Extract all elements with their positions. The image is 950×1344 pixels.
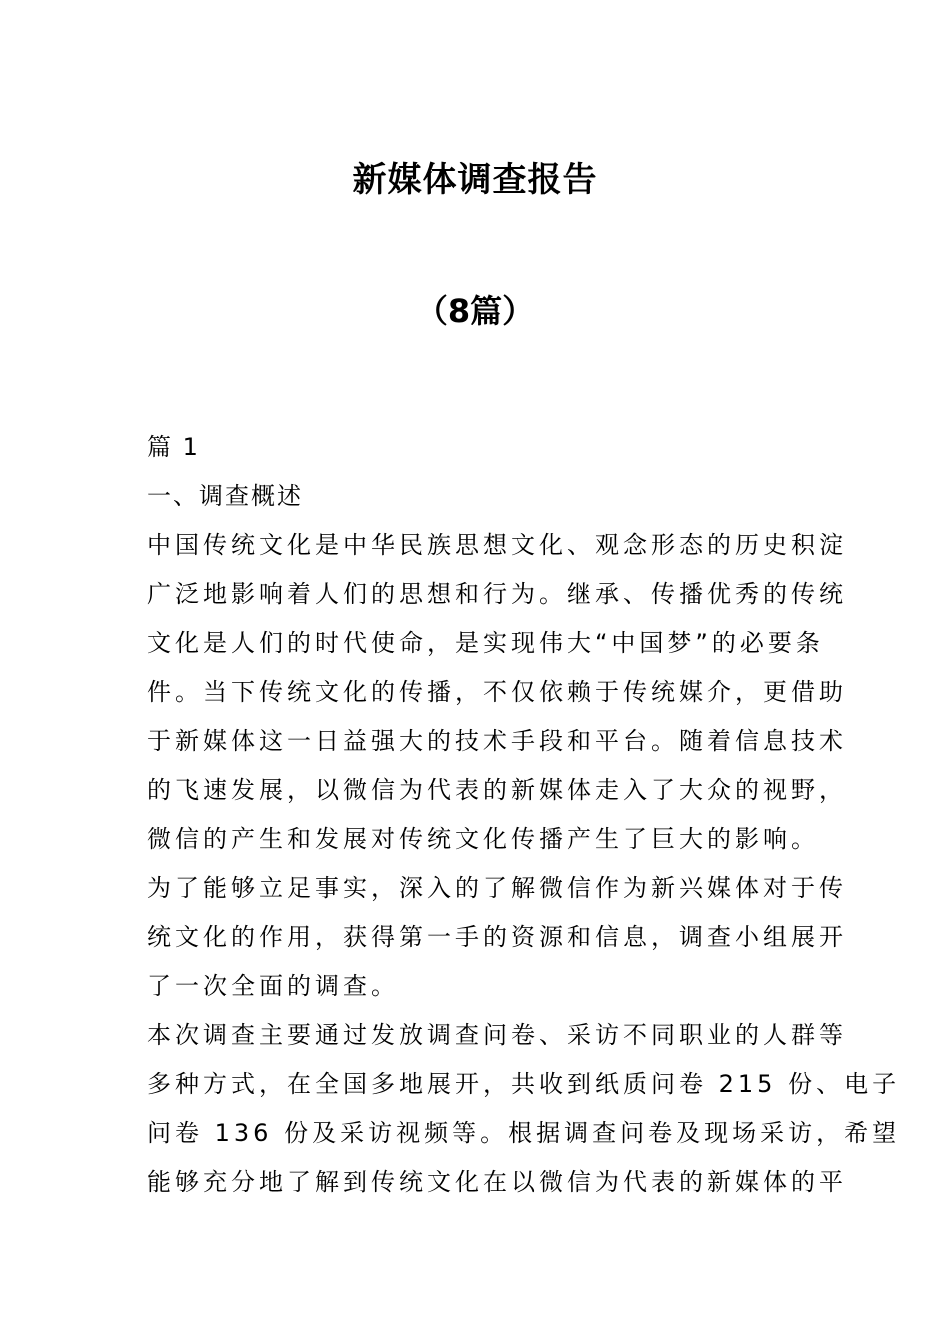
paragraph-line: 于新媒体这一日益强大的技术手段和平台。随着信息技术 — [147, 727, 847, 755]
document-subtitle: （8篇） — [415, 292, 535, 330]
document-body — [147, 428, 901, 1212]
paragraph-line: 多种方式，在全国多地展开，共收到纸质问卷 215 份、电子 — [147, 1070, 901, 1098]
paragraph-line: 件。当下传统文化的传播，不仅依赖于传统媒介，更借助 — [147, 678, 847, 706]
section-label: 篇 1 — [147, 433, 200, 461]
paragraph-line: 统文化的作用，获得第一手的资源和信息，调查小组展开 — [147, 923, 847, 951]
paragraph-line: 问卷 136 份及采访视频等。根据调查问卷及现场采访，希望 — [147, 1119, 901, 1147]
paragraph-line: 的飞速发展，以微信为代表的新媒体走入了大众的视野， — [147, 776, 847, 804]
paragraph-line: 中国传统文化是中华民族思想文化、观念形态的历史积淀 — [147, 531, 847, 559]
document-title: 新媒体调查报告 — [352, 160, 598, 200]
paragraph-line: 了一次全面的调查。 — [147, 972, 399, 1000]
paragraph-line: 广泛地影响着人们的思想和行为。继承、传播优秀的传统 — [147, 580, 847, 608]
paragraph-line: 本次调查主要通过发放调查问卷、采访不同职业的人群等 — [147, 1021, 847, 1049]
paragraph-line: 文化是人们的时代使命，是实现伟大“中国梦”的必要条 — [147, 629, 824, 657]
paragraph-line: 微信的产生和发展对传统文化传播产生了巨大的影响。 — [147, 825, 819, 853]
paragraph-line: 能够充分地了解到传统文化在以微信为代表的新媒体的平 — [147, 1168, 847, 1196]
paragraph-line: 为了能够立足事实，深入的了解微信作为新兴媒体对于传 — [147, 874, 847, 902]
section-heading: 一、调查概述 — [147, 482, 303, 510]
